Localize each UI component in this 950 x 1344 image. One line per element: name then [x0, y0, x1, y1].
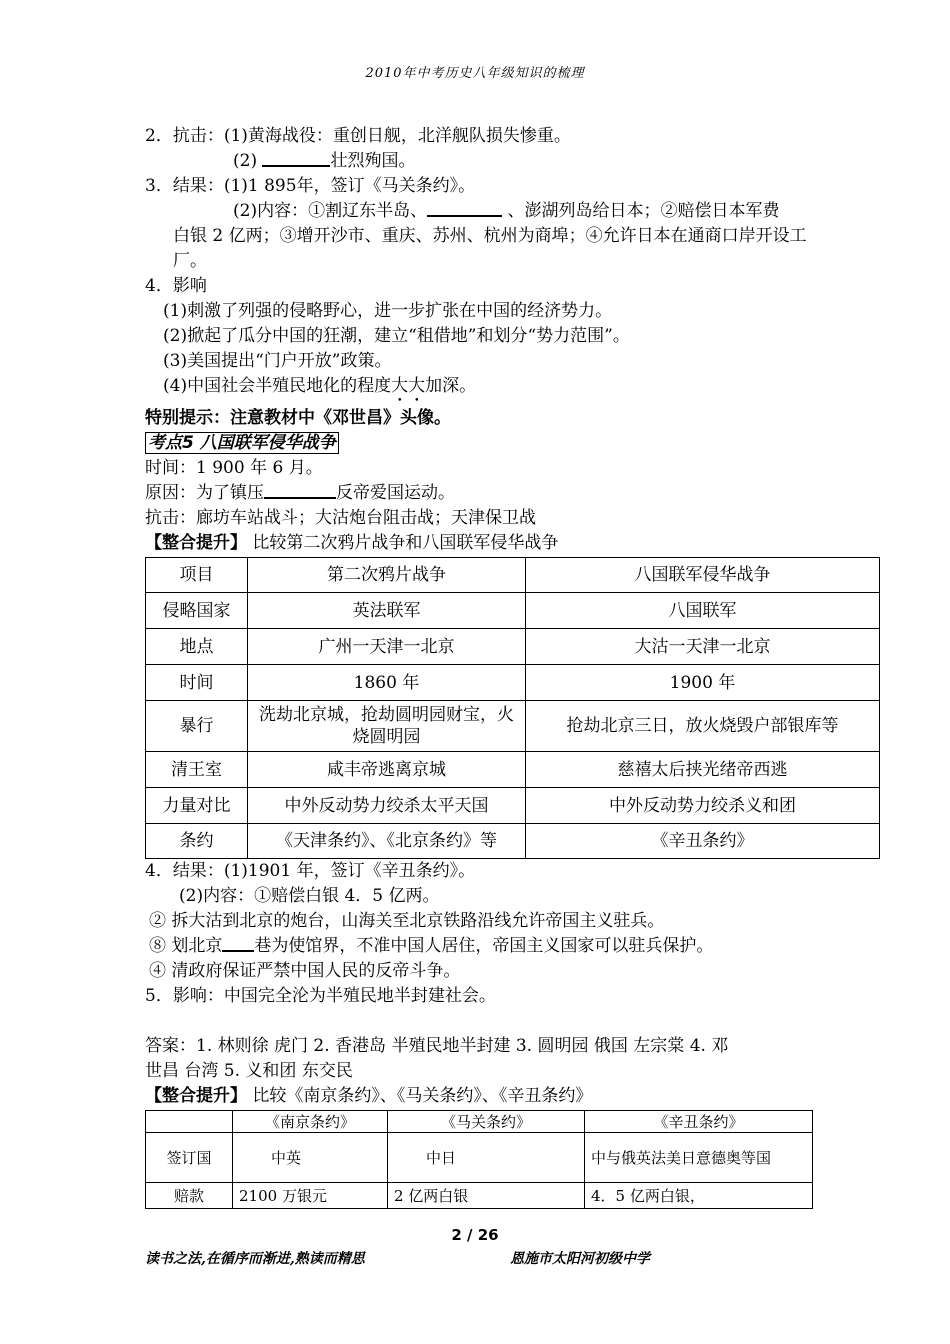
page-number: 2 / 26: [451, 1226, 499, 1244]
special-note: 特别提示：注意教材中《邓世昌》头像。: [145, 408, 451, 428]
table-cell: 八国联军: [526, 593, 880, 629]
table-cell: 《南京条约》: [233, 1111, 388, 1133]
resist-line-2: [145, 149, 815, 174]
table-row: [146, 1133, 813, 1183]
footer-school: 恩施市太阳河初级中学: [510, 1251, 650, 1267]
compare1-heading: [145, 531, 815, 556]
table-row: [146, 1111, 813, 1133]
table-cell: 第二次鸦片战争: [248, 558, 526, 593]
fill-blank: [427, 199, 502, 217]
compare1-text: 比较第二次鸦片战争和八国联军侵华战争: [247, 533, 559, 553]
table-row: [146, 593, 880, 629]
table-row: [146, 701, 880, 752]
table-cell: 《马关条约》: [388, 1111, 585, 1133]
result-line-3: 白银 2 亿两；③增开沙市、重庆、苏州、杭州为商埠；④允许日本在通商口岸开设工厂。: [173, 226, 807, 271]
impact-item-4-a: (4)中国社会半殖民地化的程度: [163, 376, 392, 396]
table-cell: 暴行: [146, 701, 248, 752]
answers-line-1: 答案：1. 林则徐 虎门 2. 香港岛 半殖民地半封建 3. 圆明园 俄国 左宗棠 4. 邓: [145, 1036, 729, 1056]
impact-item-4: [145, 374, 815, 406]
table-row: [146, 629, 880, 665]
treaty-result-4: [145, 934, 815, 959]
table-cell: 中与俄英法美日意德奥等国: [585, 1133, 813, 1183]
table-cell: 力量对比: [146, 788, 248, 824]
table-cell: 中外反动势力绞杀义和团: [526, 788, 880, 824]
page-header: 2010年中考历史八年级知识的梳理: [365, 66, 585, 81]
document-body: [145, 124, 839, 1209]
table-row: [146, 1183, 813, 1209]
spacer: [145, 1009, 815, 1034]
kd5-resist: 抗击：廊坊车站战斗；大沽炮台阻击战；天津保卫战: [145, 508, 536, 528]
impact-item-2: (2)掀起了瓜分中国的狂潮，建立“租借地”和划分“势力范围”。: [163, 326, 630, 346]
result-line-2-prefix: (2)内容：①割辽东半岛、: [233, 201, 428, 221]
treaty-result-3: ② 拆大沽到北京的炮台，山海关至北京铁路沿线允许帝国主义驻兵。: [149, 911, 665, 931]
impact-item-1: (1)刺激了列强的侵略野心，进一步扩张在中国的经济势力。: [163, 301, 613, 321]
table-cell: 慈禧太后挟光绪帝西逃: [526, 752, 880, 788]
table-cell: 中外反动势力绞杀太平天国: [248, 788, 526, 824]
table-row: [146, 665, 880, 701]
table-cell: 1900 年: [526, 665, 880, 701]
fill-blank: [262, 149, 330, 167]
fill-blank: [264, 481, 336, 499]
table-row: [146, 558, 880, 593]
kd5-reason-b: 反帝爱国运动。: [336, 483, 455, 503]
treaty-result-4-b: 巷为使馆界，不准中国人居住，帝国主义国家可以驻兵保护。: [254, 936, 714, 956]
footer-motto: 读书之法,在循序而渐进,熟读而精思: [145, 1251, 365, 1267]
fill-blank: [222, 934, 254, 952]
result-line-1: 3．结果：(1)1 895年，签订《马关条约》。: [145, 176, 476, 196]
treaty-result-1: 4．结果：(1)1901 年，签订《辛丑条约》。: [145, 861, 476, 881]
table-cell: 中日: [388, 1133, 585, 1183]
table-cell: 时间: [146, 665, 248, 701]
table-cell: 条约: [146, 824, 248, 859]
table-cell: 2 亿两白银: [388, 1183, 585, 1209]
table-cell: 签订国: [146, 1133, 233, 1183]
treaty-result-5: ④ 清政府保证严禁中国人民的反帝斗争。: [149, 961, 461, 981]
impact-item-3: (3)美国提出“门户开放”政策。: [163, 351, 392, 371]
table-row: [146, 788, 880, 824]
kd5-reason-a: 原因：为了镇压: [145, 483, 264, 503]
compare2-heading: [145, 1084, 815, 1109]
result-line-2: [145, 199, 815, 224]
kd5-time: 时间：1 900 年 6 月。: [145, 458, 323, 478]
table-cell: 《天津条约》、《北京条约》等: [248, 824, 526, 859]
impact-item-4-c: 加深。: [425, 376, 477, 396]
compare2-label: 【整合提升】: [145, 1086, 247, 1106]
table-cell: 1860 年: [248, 665, 526, 701]
impact-title: 4．影响: [145, 276, 207, 296]
resist-line-2-suffix: 壮烈殉国。: [330, 151, 416, 171]
compare1-label: 【整合提升】: [145, 533, 247, 553]
emphasis-text: 大大: [391, 376, 426, 396]
result-line-2-suffix: 、澎湖列岛给日本；②赔偿日本军费: [507, 201, 780, 221]
kd5-reason: [145, 481, 815, 506]
table-cell: 广州一天津一北京: [248, 629, 526, 665]
table-cell: 洗劫北京城，抢劫圆明园财宝，火烧圆明园: [248, 701, 526, 752]
table-cell: 抢劫北京三日，放火烧毁户部银库等: [526, 701, 880, 752]
treaty-comparison-table: [145, 1110, 813, 1209]
table-cell: 中英: [233, 1133, 388, 1183]
resist-line-2-prefix: (2): [233, 151, 263, 171]
resist-line-1: 2．抗击：(1)黄海战役：重创日舰，北洋舰队损失惨重。: [145, 126, 571, 146]
war-comparison-table: [145, 557, 880, 859]
table-cell: 大沽一天津一北京: [526, 629, 880, 665]
table-cell: 地点: [146, 629, 248, 665]
table-cell: 清王室: [146, 752, 248, 788]
table-cell: 项目: [146, 558, 248, 593]
treaty-result-4-a: ⑧ 划北京: [149, 936, 223, 956]
table-cell: 八国联军侵华战争: [526, 558, 880, 593]
treaty-impact: 5．影响：中国完全沦为半殖民地半封建社会。: [145, 986, 496, 1006]
table-cell: 《辛丑条约》: [585, 1111, 813, 1133]
section-title-kd5: 考点5 八国联军侵华战争: [145, 432, 339, 454]
table-cell: 侵略国家: [146, 593, 248, 629]
table-cell: 4．5 亿两白银，: [585, 1183, 813, 1209]
table-cell: 《辛丑条约》: [526, 824, 880, 859]
table-row: [146, 752, 880, 788]
table-cell: [146, 1111, 233, 1133]
table-cell: 赔款: [146, 1183, 233, 1209]
answers-line-2: 世昌 台湾 5. 义和团 东交民: [145, 1061, 353, 1081]
table-row: [146, 824, 880, 859]
treaty-result-2: (2)内容：①赔偿白银 4．5 亿两。: [179, 886, 440, 906]
compare2-text: 比较《南京条约》、《马关条约》、《辛丑条约》: [247, 1086, 593, 1106]
table-cell: 2100 万银元: [233, 1183, 388, 1209]
table-cell: 英法联军: [248, 593, 526, 629]
table-cell: 咸丰帝逃离京城: [248, 752, 526, 788]
